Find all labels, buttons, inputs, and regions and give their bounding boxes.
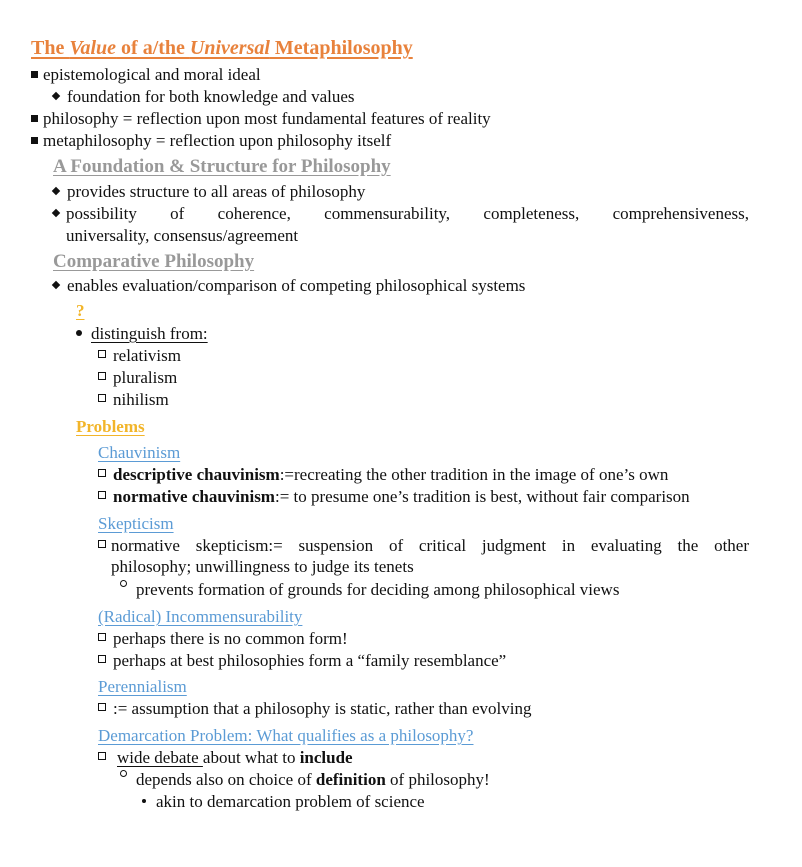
round-bullet-icon <box>76 330 82 336</box>
diamond-bullet-icon <box>52 187 60 195</box>
list-item <box>31 64 261 86</box>
list-item <box>53 181 365 203</box>
hollow-square-bullet-icon <box>98 655 106 663</box>
definition: :=recreating the other tradition in the image of one’s own <box>279 465 669 484</box>
list-item <box>31 108 491 130</box>
list-item <box>53 275 525 297</box>
diamond-bullet-icon <box>52 92 60 100</box>
item-text: provides structure to all areas of philosophy <box>67 182 366 201</box>
subheading-chauvinism: Chauvinism <box>98 443 181 462</box>
subheading-perennialism: Perennialism <box>98 677 187 696</box>
possibility-line-1: possibility of coherence, commensurability, completeness, comprehensiveness, <box>66 204 749 223</box>
hollow-square-bullet-icon <box>98 350 106 358</box>
list-item <box>98 486 690 508</box>
title-universal: Universal <box>189 37 270 59</box>
list-item <box>142 791 425 813</box>
hollow-square-bullet-icon <box>98 752 106 760</box>
skepticism-line-2: philosophy; unwillingness to judge its tenets <box>111 557 414 576</box>
possibility-line-2: universality, consensus/agreement <box>66 226 299 245</box>
hollow-square-bullet-icon <box>98 394 106 402</box>
section-heading-comparative: Comparative Philosophy <box>53 251 255 272</box>
list-item <box>98 389 169 411</box>
title-value: Value <box>69 37 117 59</box>
item-text: metaphilosophy = reflection upon philosophy itself <box>43 131 392 150</box>
circle-bullet-icon <box>120 580 127 587</box>
hollow-square-bullet-icon <box>98 469 106 477</box>
item-text: perhaps there is no common form! <box>113 629 348 648</box>
subheading-demarcation: Demarcation Problem: What qualifies as a philosophy? <box>98 726 474 745</box>
item-text: of philosophy! <box>385 770 490 789</box>
diamond-bullet-icon <box>52 281 60 289</box>
item-text: about what to <box>202 748 300 767</box>
small-dot-bullet-icon <box>142 799 146 803</box>
list-item <box>98 345 181 367</box>
list-item <box>53 86 355 108</box>
item-text: epistemological and moral ideal <box>43 65 261 84</box>
item-text: nihilism <box>113 390 169 409</box>
list-item <box>31 130 391 152</box>
item-text: foundation for both knowledge and values <box>67 87 355 106</box>
circle-bullet-icon <box>120 770 127 777</box>
list-item <box>98 464 668 486</box>
list-item <box>120 769 490 791</box>
square-bullet-icon <box>31 71 38 78</box>
list-item <box>98 650 506 672</box>
term: normative chauvinism <box>113 487 275 506</box>
item-bold: definition <box>315 770 386 789</box>
title-the: The <box>31 37 70 59</box>
section-heading-problems: Problems <box>76 417 145 436</box>
hollow-square-bullet-icon <box>98 703 106 711</box>
square-bullet-icon <box>31 137 38 144</box>
list-item <box>53 203 67 225</box>
title-meta: Metaphilosophy <box>269 37 413 59</box>
item-text: enables evaluation/comparison of competing philosophical systems <box>67 276 526 295</box>
item-text: akin to demarcation problem of science <box>156 792 425 811</box>
list-item <box>98 367 177 389</box>
question-heading: ? <box>76 301 85 320</box>
item-text: relativism <box>113 346 181 365</box>
list-item <box>76 323 208 345</box>
square-bullet-icon <box>31 115 38 122</box>
item-text: depends also on choice of <box>136 770 316 789</box>
list-item <box>120 579 619 601</box>
hollow-square-bullet-icon <box>98 491 106 499</box>
diamond-bullet-icon <box>52 209 60 217</box>
definition: := to presume one’s tradition is best, without fair comparison <box>274 487 690 506</box>
item-text: perhaps at best philosophies form a “family resemblance” <box>113 651 507 670</box>
term: descriptive chauvinism <box>113 465 280 484</box>
subheading-skepticism: Skepticism <box>98 514 174 533</box>
item-text: prevents formation of grounds for deciding among philosophical views <box>136 580 620 599</box>
hollow-square-bullet-icon <box>98 633 106 641</box>
list-item <box>98 698 531 720</box>
item-text: := assumption that a philosophy is static, rather than evolving <box>113 699 532 718</box>
title-of: of a/the <box>116 37 190 59</box>
section-heading-foundation: A Foundation & Structure for Philosophy <box>53 156 391 177</box>
item-text: distinguish from: <box>91 324 208 343</box>
item-text: pluralism <box>113 368 178 387</box>
item-bold: include <box>299 748 353 767</box>
skepticism-line-1: normative skepticism:= suspension of critical judgment in evaluating the other <box>111 536 749 555</box>
item-text-underlined: wide debate <box>117 748 203 767</box>
hollow-square-bullet-icon <box>98 372 106 380</box>
subheading-incommensurability: (Radical) Incommensurability <box>98 607 303 626</box>
hollow-square-bullet-icon <box>98 540 106 548</box>
page-title <box>31 37 413 59</box>
list-item <box>98 628 348 650</box>
list-item <box>98 747 353 769</box>
item-text: philosophy = reflection upon most fundamental features of reality <box>43 109 491 128</box>
